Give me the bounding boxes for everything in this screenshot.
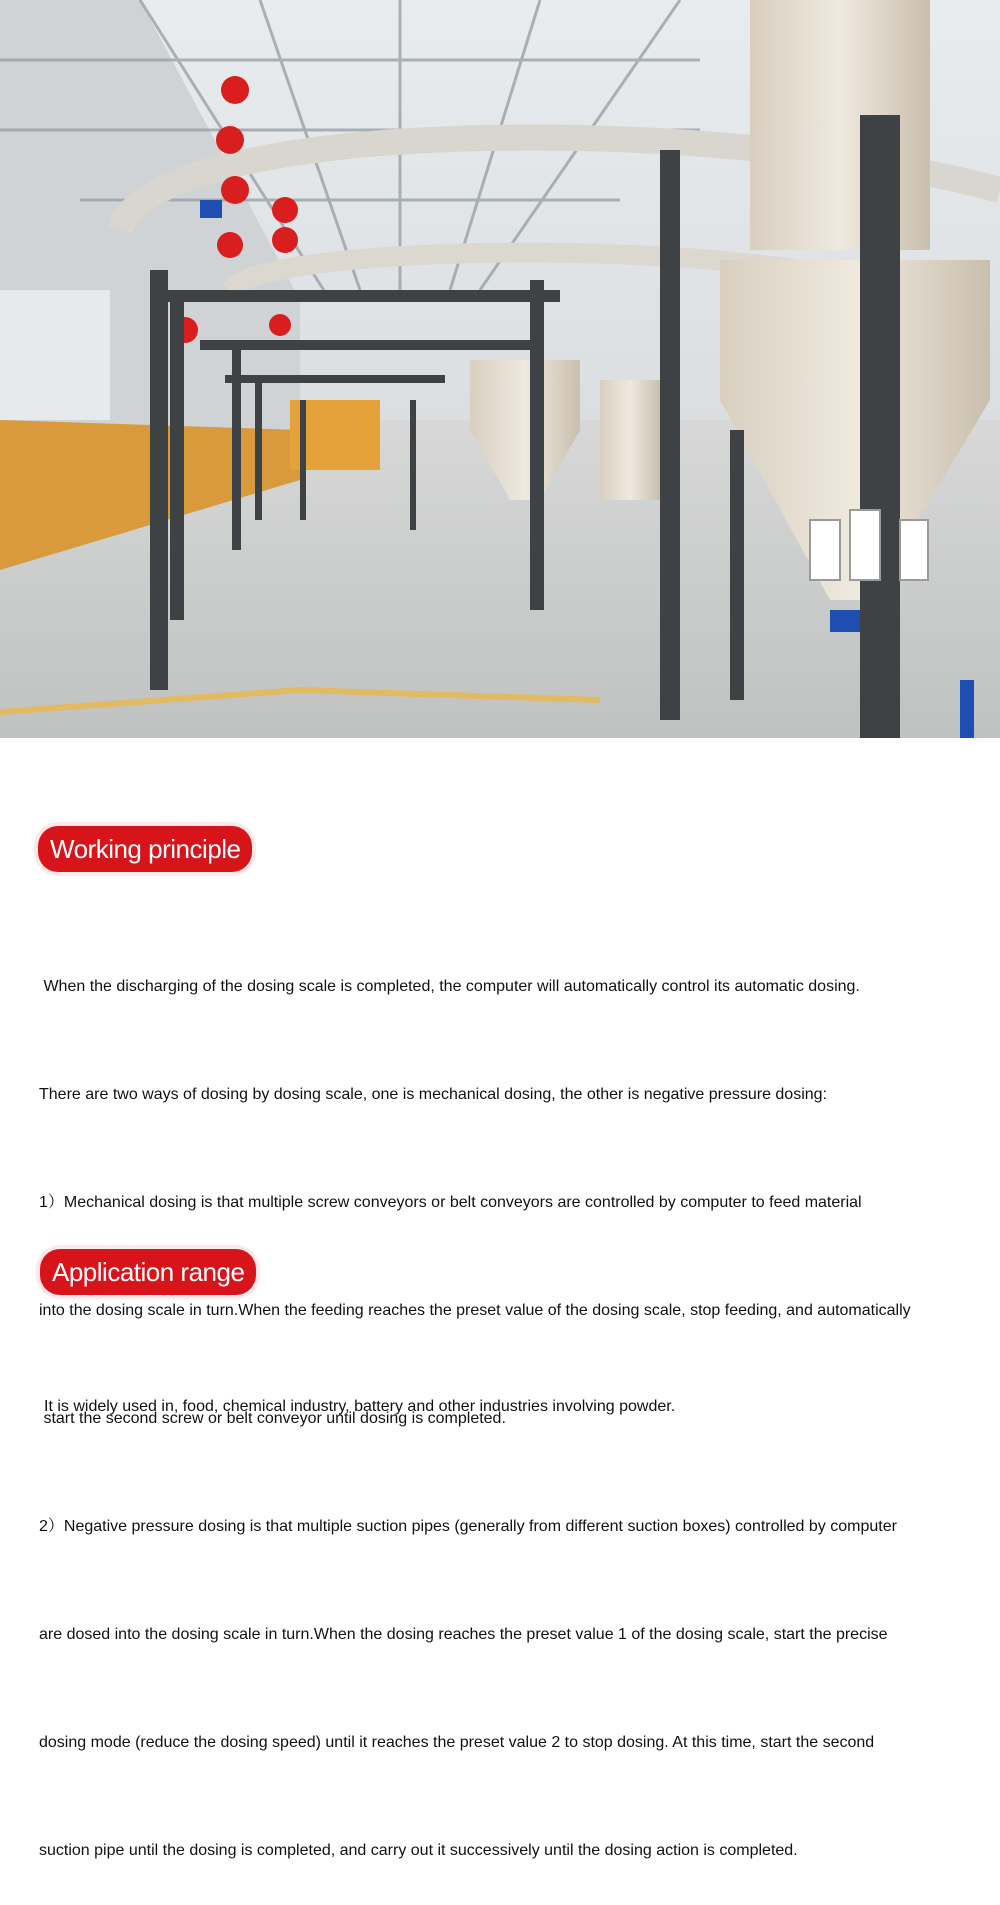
section-title-working-principle: Working principle	[38, 826, 252, 872]
section-title-application-range: Application range	[40, 1249, 256, 1295]
paragraph-line: When the discharging of the dosing scale is completed, the computer will automatically control its automatic dosing.	[39, 978, 860, 995]
paragraph-line: 2）Negative pressure dosing is that multiple suction pipes (generally from different suction boxes) controlled by computer	[39, 1518, 897, 1535]
paragraph-line: into the dosing scale in turn.When the feeding reaches the preset value of the dosing scale, stop feeding, and automatically	[39, 1302, 911, 1319]
paragraph-line: There are two ways of dosing by dosing scale, one is mechanical dosing, the other is negative pressure dosing:	[39, 1086, 827, 1103]
paragraph-line: suction pipe until the dosing is completed, and carry out it successively until the dosing action is completed.	[39, 1842, 798, 1859]
paragraph-line: are dosed into the dosing scale in turn.When the dosing reaches the preset value 1 of the dosing scale, start the precise	[39, 1626, 888, 1643]
paragraph-line: start the second screw or belt conveyor until dosing is completed.	[39, 1410, 506, 1427]
paragraph-line: 1）Mechanical dosing is that multiple screw conveyors or belt conveyors are controlled by computer to feed material	[39, 1194, 862, 1211]
application-range-text	[44, 1317, 984, 1461]
paragraph-line: It is widely used in, food, chemical industry, battery and other industries involving powder.	[44, 1398, 676, 1415]
factory-photo	[0, 0, 1000, 738]
paragraph-line: dosing mode (reduce the dosing speed) until it reaches the preset value 2 to stop dosing. At this time, start the second	[39, 1734, 875, 1751]
